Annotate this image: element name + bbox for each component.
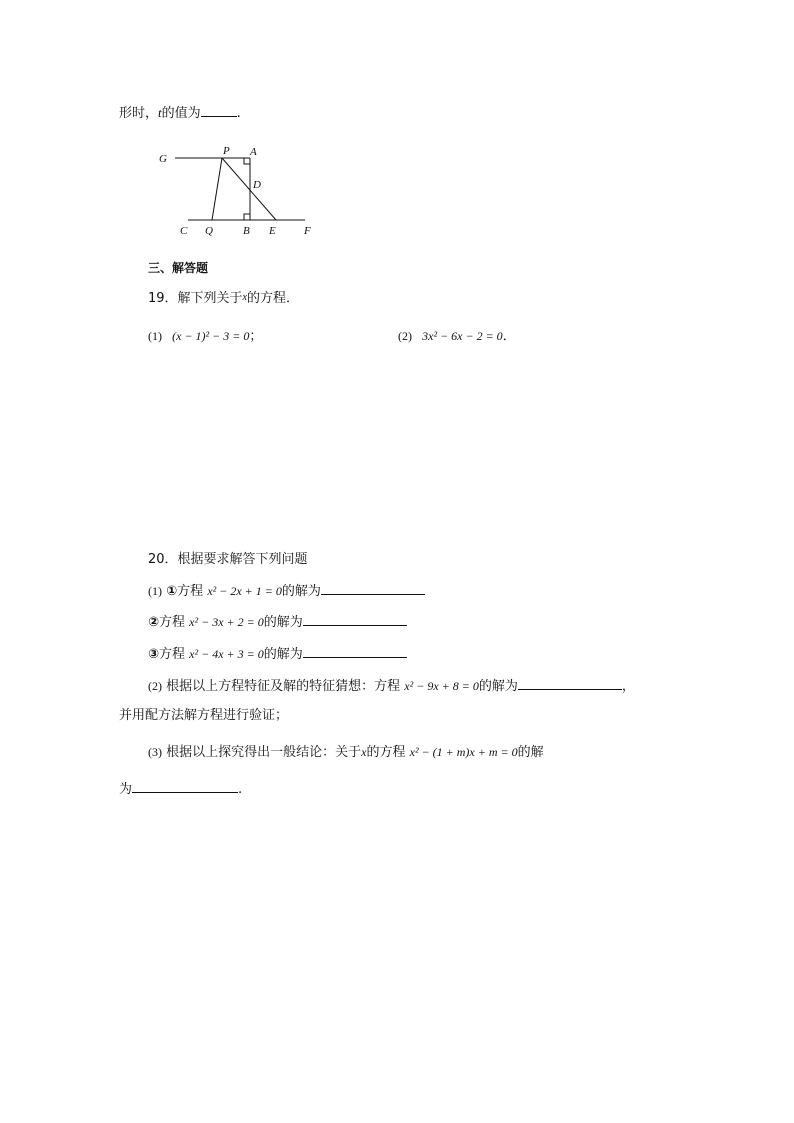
top-text-a: 形时， <box>119 106 159 121</box>
label-a: A <box>250 146 257 158</box>
jie-wei-2: 的解为 <box>263 615 303 630</box>
q20-eq2: x² − 3x + 2 = 0 <box>189 615 264 629</box>
q20-p3-continuation <box>119 780 242 798</box>
q20-eq3-answer-blank[interactable] <box>303 645 407 658</box>
q20-p3-cont: 为 <box>119 782 133 797</box>
q20-item2 <box>148 613 407 631</box>
q20-eq1-answer-blank[interactable] <box>321 582 425 595</box>
q20-p3-text-c: 的解 <box>517 745 544 760</box>
q20-part2 <box>148 677 635 695</box>
q20-item3 <box>148 645 407 663</box>
q20-p2-label: (2) <box>148 679 162 693</box>
q20-stem: 20．根据要求解答下列问题 <box>148 552 308 567</box>
fangcheng-2: 方程 <box>159 615 186 630</box>
q20-p3-end: . <box>238 782 243 797</box>
q19-p2-equation: 3x² − 6x − 2 = 0 <box>422 329 503 343</box>
top-line <box>119 104 241 122</box>
q19-stem-b: 的方程． <box>247 291 300 306</box>
q20-p3-label: (3) <box>148 745 162 759</box>
q20-item1 <box>148 582 425 600</box>
fangcheng-3: 方程 <box>159 647 186 662</box>
q20-p2-text-b: 的解为 <box>478 679 518 694</box>
top-answer-blank[interactable] <box>201 104 237 117</box>
q20-eq3: x² − 4x + 3 = 0 <box>189 647 264 661</box>
q19-p1-equation: (x − 1)² − 3 = 0 <box>172 329 250 343</box>
label-p: P <box>223 145 230 157</box>
right-angle-b <box>244 214 250 220</box>
top-var-t: t <box>158 105 162 120</box>
label-q: Q <box>205 225 213 237</box>
q19-p1-label: (1) <box>148 329 162 343</box>
label-f: F <box>304 225 311 237</box>
q19-stem-a: 19．解下列关于 <box>148 291 243 306</box>
q20-p2-continuation: 并用配方法解方程进行验证； <box>119 708 289 723</box>
q20-eq1: x² − 2x + 1 = 0 <box>207 584 282 598</box>
q19-var: x <box>242 292 247 303</box>
label-c: C <box>180 225 188 237</box>
jie-wei-1: 的解为 <box>281 584 321 599</box>
section-title: 三、解答题 <box>148 261 209 275</box>
geometry-figure <box>150 140 330 240</box>
top-text-b: 的值为 <box>161 106 201 121</box>
q20-p2-text-a: 根据以上方程特征及解的特征猜想：方程 <box>166 679 401 694</box>
q20-p3-text-a: 根据以上探究得出一般结论：关于 <box>166 745 362 760</box>
q20-p3-equation: x² − (1 + m)x + m = 0 <box>409 745 518 759</box>
circle-three: ③ <box>148 647 160 662</box>
q19-part2 <box>398 328 516 345</box>
fangcheng-1: 方程 <box>177 584 204 599</box>
q20-p2-equation: x² − 9x + 8 = 0 <box>404 679 479 693</box>
q20-p3-answer-blank[interactable] <box>132 780 238 793</box>
q20-p2-comma: ， <box>621 679 635 694</box>
q20-p3-text-b: 的方程 <box>366 745 406 760</box>
q20-p1-label: (1) <box>148 584 162 598</box>
jie-wei-3: 的解为 <box>263 647 303 662</box>
label-g: G <box>159 153 167 165</box>
q19-p2-label: (2) <box>398 329 412 343</box>
segment-pe <box>222 158 276 220</box>
top-end: . <box>236 106 241 121</box>
segment-pq <box>212 158 222 220</box>
q19-stem <box>148 290 299 307</box>
q19-p1-end: ； <box>249 329 263 344</box>
label-b: B <box>243 225 250 237</box>
q20-p3-var: x <box>361 745 367 759</box>
q20-p2-answer-blank[interactable] <box>518 677 622 690</box>
q19-p2-end: ． <box>502 329 516 344</box>
right-angle-a <box>244 158 250 164</box>
label-d: D <box>253 179 261 191</box>
q20-eq2-answer-blank[interactable] <box>303 613 407 626</box>
q20-part3 <box>148 744 544 761</box>
label-e: E <box>269 225 276 237</box>
q19-part1 <box>148 328 262 345</box>
circle-one: ① <box>166 584 178 599</box>
circle-two: ② <box>148 615 160 630</box>
